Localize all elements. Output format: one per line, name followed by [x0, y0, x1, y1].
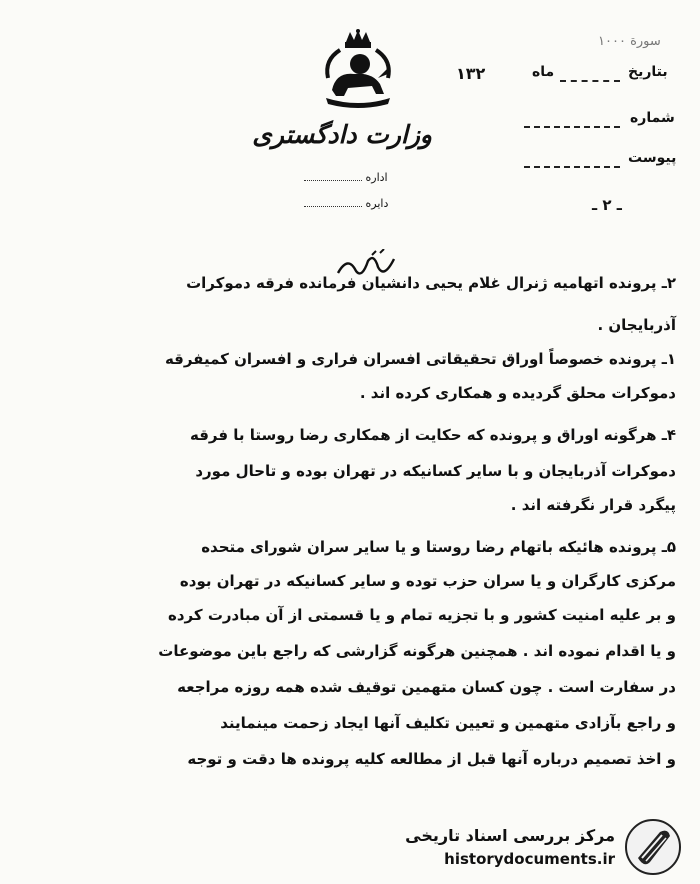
watermark-org-name: مرکز بررسی اسناد تاریخی [405, 826, 615, 845]
corner-number: سورة ۱۰۰۰ [598, 34, 661, 49]
body-line: آذربایجان . [597, 316, 676, 334]
body-line: ۴ـ هرگونه اوراق و پرونده که حکایت از همکاری رضا روستا با فرقه [190, 426, 676, 444]
body-line: و اخذ تصمیم درباره آنها قبل از مطالعه کلیه پرونده ها دقت و توجه [187, 750, 676, 768]
department-field [300, 171, 388, 184]
date-blank [560, 80, 620, 82]
bureau-blank [304, 206, 362, 207]
body-line: و راجع بآزادی متهمین و تعیین تکلیف آنها ایجاد زحمت مینمایند [220, 714, 676, 732]
number-label: شماره [630, 110, 675, 126]
body-line: دموکرات آذربایجان و با سایر کسانیکه در تهران بوده و تاحال مورد [195, 462, 676, 480]
department-blank [304, 180, 362, 181]
body-line: و یا اقدام نموده اند . همچنین هرگونه گزارشی که راجع باین موضوعات [158, 642, 676, 660]
attachment-blank [524, 166, 620, 168]
body-line: ۵ـ پرونده هائیکه باتهام رضا روستا و یا سایر سران شورای متحده [201, 538, 676, 556]
watermark-website: historydocuments.ir [444, 850, 615, 868]
body-line: دموکرات محلق گردیده و همکاری کرده اند . [359, 384, 676, 402]
number-blank [524, 126, 620, 128]
body-line: مرکزی کارگران و یا سران حزب توده و سایر کسانیکه در تهران بوده [179, 572, 676, 590]
body-line: و بر علیه امنیت کشور و با تجزیه تمام و یا قسمتی از آن مبادرت کرده [167, 606, 676, 624]
date-label: بتاریخ [628, 64, 668, 80]
attachment-label: پیوست [628, 150, 677, 166]
archive-scroll-icon [624, 818, 682, 876]
body-line: ۲ـ پرونده اتهامیه ژنرال غلام یحیی دانشیان فرمانده فرقه دموکرات [186, 274, 676, 292]
year-value: ۱۳۲ [456, 64, 486, 83]
department-label: اداره [365, 171, 388, 184]
lion-and-sun-emblem-icon [318, 28, 398, 110]
body-line: ۱ـ پرونده خصوصاً اوراق تحقیقاتی افسران فراری و افسران کمیفرقه [164, 350, 676, 368]
page-mark: ـ ۲ ـ [592, 196, 622, 214]
bureau-field [300, 197, 388, 210]
ministry-name: وزارت دادگستری [252, 120, 432, 149]
bureau-label: دایره [365, 197, 389, 210]
body-line: پیگرد قرار نگرفته اند . [510, 496, 676, 514]
body-line: در سفارت است . چون کسان متهمین توقیف شده همه روزه مراجعه [177, 678, 676, 696]
month-label: ماه [532, 64, 555, 80]
